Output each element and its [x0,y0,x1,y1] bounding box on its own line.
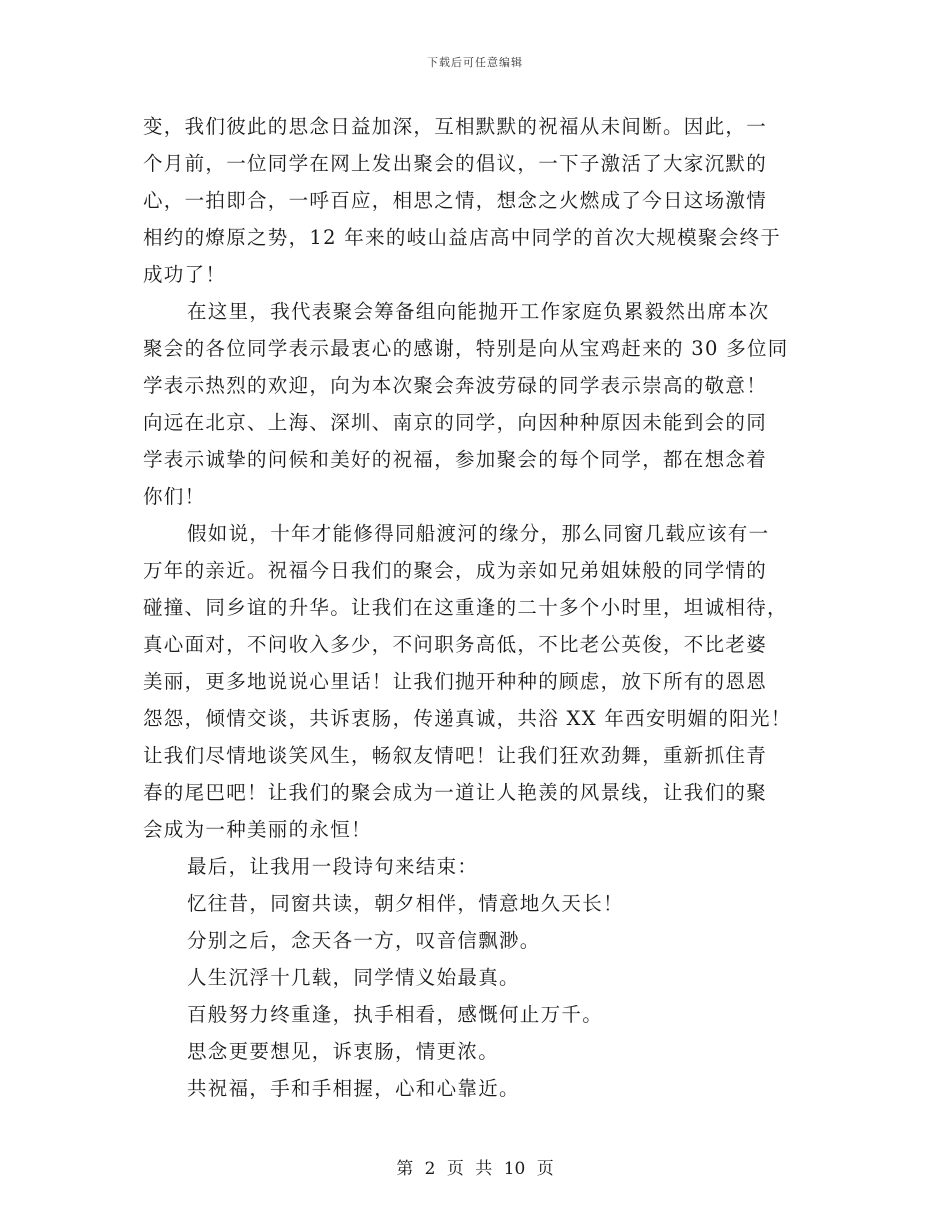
poem-line: 忆往昔，同窗共读，朝夕相伴，情意地久天长！ [187,892,624,915]
body-line: 心，一拍即合，一呼百应，相思之情，想念之火燃成了今日这场激情 [143,189,768,212]
body-line: 向远在北京、上海、深圳、南京的同学，向因种种原因未能到会的同 [143,411,768,434]
poem-line: 思念更要想见，诉衷肠，情更浓。 [187,1040,500,1063]
body-line: 真心面对，不问收入多少，不问职务高低，不比老公英俊，不比老婆 [143,633,768,656]
body-line: 春的尾巴吧！让我们的聚会成为一道让人艳羡的风景线，让我们的聚 [143,781,768,804]
page-number-footer: 第 2 页 共 10 页 [396,1159,554,1179]
body-line: 学表示热烈的欢迎，向为本次聚会奔波劳碌的同学表示崇高的敬意！ [143,374,768,397]
body-line: 万年的亲近。祝福今日我们的聚会，成为亲如兄弟姐妹般的同学情的 [143,559,768,582]
paragraph-start-line: 在这里，我代表聚会筹备组向能抛开工作家庭负累毅然出席本次 [187,300,770,323]
body-line: 碰撞、同乡谊的升华。让我们在这重逢的二十多个小时里，坦诚相待， [143,596,788,619]
body-line: 相约的燎原之势，12 年来的岐山益店高中同学的首次大规模聚会终于 [143,226,782,249]
body-line: 让我们尽情地谈笑风生，畅叙友情吧！让我们狂欢劲舞，重新抓住青 [143,744,768,767]
paragraph-start-line: 假如说，十年才能修得同船渡河的缘分，那么同窗几载应该有一 [187,522,770,545]
document-body [143,108,808,1107]
poem-line: 分别之后，念天各一方，叹音信飘渺。 [187,929,541,952]
body-line: 聚会的各位同学表示最衷心的感谢，特别是向从宝鸡赶来的 30 多位同 [143,337,789,360]
page-header: 下载后可任意编辑 [427,56,523,69]
poem-line: 共祝福，手和手相握，心和心靠近。 [187,1077,520,1100]
body-line: 变，我们彼此的思念日益加深，互相默默的祝福从未间断。因此，一 [143,115,768,138]
body-line: 美丽，更多地说说心里话！让我们抛开种种的顾虑，放下所有的恩恩 [143,670,768,693]
poem-line: 人生沉浮十几载，同学情义始最真。 [187,966,520,989]
body-line: 你们！ [143,485,206,508]
body-line: 会成为一种美丽的永恒！ [143,818,372,841]
body-line: 成功了！ [143,263,227,286]
body-line: 怨怨，倾情交谈，共诉衷肠，传递真诚，共浴 XX 年西安明媚的阳光！ [143,707,792,730]
poem-line: 百般努力终重逢，执手相看，感慨何止万千。 [187,1003,604,1026]
body-line: 学表示诚挚的问候和美好的祝福，参加聚会的每个同学，都在想念着 [143,448,768,471]
paragraph-start-line: 最后，让我用一段诗句来结束： [187,855,479,878]
body-line: 个月前，一位同学在网上发出聚会的倡议，一下子激活了大家沉默的 [143,152,768,175]
